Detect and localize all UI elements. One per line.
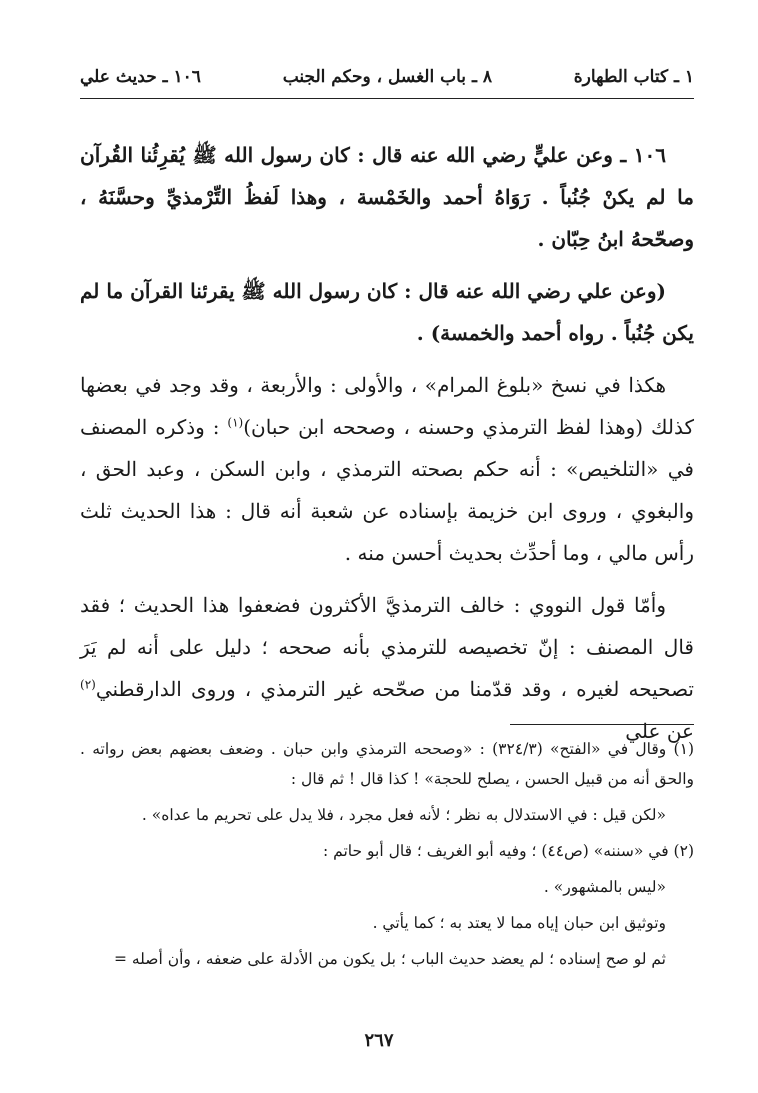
header-book-title: ١ ـ كتاب الطهارة <box>573 67 694 87</box>
commentary-2-part-b: عن علي <box>625 719 694 743</box>
page-number: ٢٦٧ <box>364 1030 394 1051</box>
main-text <box>80 134 694 762</box>
footnote-2-quote: «ليس بالمشهور» . <box>543 878 666 896</box>
footnote-1-quote: «لكن قيل : في الاستدلال به نظر ؛ لأنه فعل مجرد ، فلا يدل على تحريم ما عداه» . <box>141 806 666 824</box>
commentary-paragraph-1 <box>80 364 694 574</box>
footnotes <box>80 734 694 980</box>
header-divider <box>80 98 694 99</box>
header-chapter-title: ٨ ـ باب الغسل ، وحكم الجنب <box>282 67 492 87</box>
footnote-ref-1[interactable]: (١) <box>227 415 244 430</box>
commentary-2-part-a: وأمّا قول النووي : خالف الترمذيَّ الأكثرون فضعفوا هذا الحديث ؛ فقد قال المصنف : إنّ تخصيصه للترمذي بأنه صححه ؛ دليل على أنه لم يَرَ تصحيحه لغيره ، وقد قدّمنا من صحّحه غير الترمذي ، وروى الدارقطني <box>80 593 694 701</box>
footnote-2-continued: ثم لو صح إسناده ؛ لم يعضد حديث الباب ؛ بل يكون من الأدلة على ضعفه ، وأن أصله = <box>113 950 666 968</box>
footnote-ref-2[interactable]: (٢) <box>80 677 96 692</box>
header-hadith-number: ١٠٦ ـ حديث علي <box>80 67 201 87</box>
footnote-2: (٢) في «سننه» (ص٤٤) ؛ وفيه أبو الغريف ؛ قال أبو حاتم : <box>323 842 694 860</box>
commentary-1-part-a: هكذا في نسخ «بلوغ المرام» ، والأولى : والأربعة ، وقد وجد في بعضها كذلك (وهذا لفظ الترمذي وحسنه ، وصححه ابن حبان) <box>80 373 694 439</box>
footnotes-divider <box>510 724 694 725</box>
footnote-2-comment: وتوثيق ابن حبان إياه مما لا يعتد به ؛ كما يأتي . <box>372 914 666 932</box>
commentary-1-part-b: : وذكره المصنف في «التلخيص» : أنه حكم بصحته الترمذي ، وابن السكن ، وعبد الحق ، والبغوي ، وروى ابن خزيمة بإسناده عن شعبة أنه قال : هذا الحديث ثلث رأس مالي ، وما أحدِّث بحديث أحسن منه . <box>80 415 694 565</box>
footnote-1: (١) وقال في «الفتح» (٣٢٤/٣) : «وصححه الترمذي وابن حبان . وضعف بعضهم بعض رواته . والحق أنه من قبيل الحسن ، يصلح للحجة» ! كذا قال ! ثم قال : <box>80 740 694 788</box>
commentary-paragraph-2 <box>80 584 694 752</box>
running-header <box>80 62 694 92</box>
hadith-text: ١٠٦ ـ وعن عليٍّ رضي الله عنه قال : كان رسول الله ﷺ يُقرِئُنا القُرآن ما لم يكنْ جُنُباً . رَوَاهُ أحمد والخَمْسة ، وهذا لَفظُ التِّرْمذيِّ وحسَّنَهُ ، وصحّحهُ ابنُ حِبّان . <box>80 143 694 251</box>
hadith-variant-text: (وعن علي رضي الله عنه قال : كان رسول الله ﷺ يقرئنا القرآن ما لم يكن جُنُباً . رواه أحمد والخمسة) . <box>80 279 694 345</box>
